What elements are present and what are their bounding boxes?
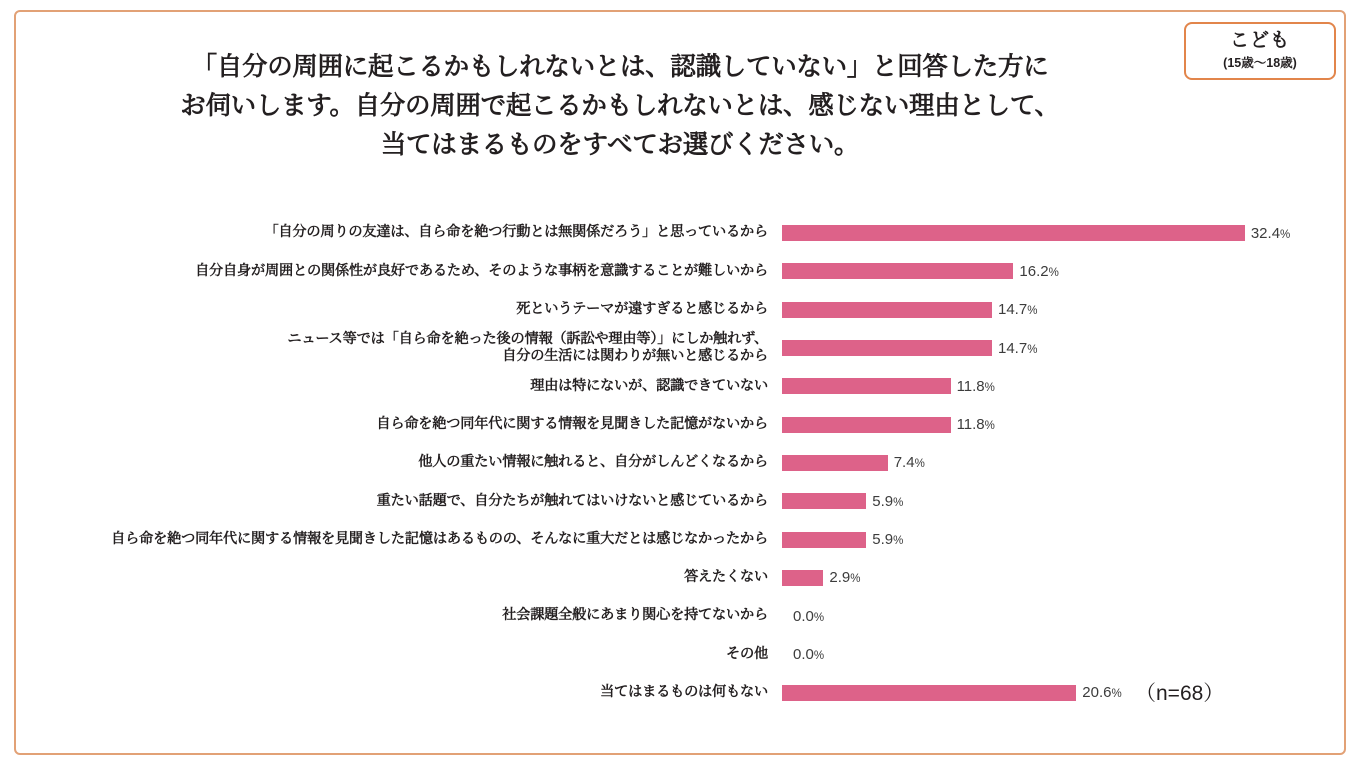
- chart-bar: [782, 302, 992, 318]
- chart-row-label: 「自分の周りの友達は、自ら命を絶つ行動とは無関係だろう」と思っているから: [264, 224, 768, 241]
- chart-bar-value-number: 11.8: [956, 416, 985, 434]
- chart-bar-value-unit: %: [984, 381, 995, 394]
- audience-badge: [1184, 22, 1336, 80]
- chart-bar-value-unit: %: [813, 649, 825, 662]
- chart-bar: [782, 225, 1245, 241]
- chart-bar-value-number: 2.9: [829, 569, 851, 587]
- chart-row: [40, 444, 1320, 482]
- chart-row: [40, 597, 1320, 635]
- chart-bar-value-number: 16.2: [1019, 262, 1049, 280]
- chart-bar: [782, 417, 951, 433]
- chart-bar-value-number: 32.4: [1250, 224, 1281, 242]
- chart-bar-value-unit: %: [893, 496, 904, 509]
- chart-bar-value: [998, 301, 1037, 318]
- chart-bar-value-number: 11.8: [956, 377, 985, 395]
- chart-bar-value: [793, 608, 824, 625]
- chart-bar-value-unit: %: [1027, 305, 1038, 318]
- chart-row-label: 自ら命を絶つ同年代に関する情報を見聞きした記憶がないから: [376, 415, 768, 432]
- chart-bar-value-unit: %: [984, 420, 995, 433]
- chart-bar: [782, 263, 1013, 279]
- chart-bar-area: [782, 444, 1320, 482]
- chart-bar-area: [782, 520, 1320, 558]
- audience-badge-title: こども: [1229, 29, 1290, 51]
- chart-row-label: 理由は特にないが、認識できていない: [530, 377, 768, 394]
- chart-row-label-line-2: 自分の生活には関わりが無いと感じるから: [502, 348, 768, 365]
- chart-bar-value-unit: %: [813, 611, 825, 624]
- chart-bar-area: [782, 329, 1320, 367]
- chart-bar-value: [872, 493, 903, 510]
- chart-row: [40, 291, 1320, 329]
- chart-bar-value-unit: %: [893, 535, 904, 548]
- audience-badge-subtitle: (15歳〜18歳): [1223, 56, 1297, 71]
- chart-bar-value: [872, 531, 903, 548]
- chart-row: [40, 520, 1320, 558]
- chart-bar-value: [793, 646, 824, 663]
- chart-bar: [782, 532, 866, 548]
- chart-bar-value: [894, 454, 925, 471]
- chart-bar-value-number: 0.0: [793, 645, 814, 663]
- chart-bar-value-unit: %: [1027, 343, 1038, 356]
- chart-row-label: 自分自身が周囲との関係性が良好であるため、そのような事柄を意識することが難しいから: [195, 262, 768, 279]
- chart-row: [40, 635, 1320, 673]
- chart-bar-area: [782, 252, 1320, 290]
- chart-bar-value: [957, 378, 995, 395]
- chart-bar: [782, 570, 823, 586]
- chart-row: [40, 674, 1320, 712]
- chart-row-label: ニュース等では「自ら命を絶った後の情報（訴訟や理由等）」にしか触れず、 自分の生活には関わりが無いと感じるから: [40, 331, 782, 366]
- chart-bar-value-number: 5.9: [872, 531, 894, 549]
- chart-bar: [782, 378, 951, 394]
- chart-bar-value-unit: %: [1048, 266, 1059, 279]
- chart-row: [40, 559, 1320, 597]
- chart-row: [40, 482, 1320, 520]
- chart-bar-area: [782, 214, 1320, 252]
- chart-bar-value-unit: %: [850, 573, 861, 586]
- chart-bar-value-number: 14.7: [998, 339, 1028, 357]
- chart-row-label: 答えたくない: [684, 569, 768, 586]
- chart-row-label: 当てはまるものは何もない: [600, 684, 768, 701]
- chart-bar-value-unit: %: [1280, 228, 1291, 241]
- chart-bar-value-number: 5.9: [872, 492, 894, 510]
- chart-row: [40, 329, 1320, 367]
- chart-bar-area: [782, 635, 1320, 673]
- bar-chart: [40, 214, 1320, 714]
- page-title-line-2: お伺いします。自分の周囲で起こるかもしれないとは、感じない理由として、: [180, 91, 1060, 120]
- chart-bar-area: [782, 674, 1320, 712]
- page-title-line-1: 「自分の周囲に起こるかもしれないとは、認識していない」と回答した方に: [191, 53, 1049, 81]
- chart-row: [40, 367, 1320, 405]
- page-title: [60, 48, 1180, 164]
- chart-bar-area: [782, 405, 1320, 443]
- chart-row-label: 社会課題全般にあまり関心を持てないから: [502, 607, 768, 624]
- chart-row-label: 重たい話題で、自分たちが触れてはいけないと感じているから: [376, 492, 768, 509]
- chart-bar-value: [998, 340, 1037, 357]
- chart-bar-area: [782, 367, 1320, 405]
- chart-row-label: その他: [726, 645, 768, 662]
- chart-bar-area: [782, 291, 1320, 329]
- chart-row-label: 死というテーマが遠すぎると感じるから: [516, 301, 768, 318]
- chart-bar-value-number: 14.7: [998, 301, 1028, 319]
- chart-bar-area: [782, 597, 1320, 635]
- chart-bar: [782, 493, 866, 509]
- chart-bar-area: [782, 559, 1320, 597]
- chart-bar-value: [1082, 684, 1121, 701]
- chart-bar: [782, 685, 1076, 701]
- chart-bar-value: [1251, 225, 1290, 242]
- chart-bar-value: [1019, 263, 1058, 280]
- chart-bar-value-number: 20.6: [1082, 684, 1112, 702]
- chart-bar-value: [829, 569, 860, 586]
- chart-bar-value-number: 0.0: [793, 607, 814, 625]
- chart-row-label: 他人の重たい情報に触れると、自分がしんどくなるから: [418, 454, 768, 471]
- chart-bar-value-unit: %: [914, 458, 925, 471]
- chart-row-label: 自ら命を絶つ同年代に関する情報を見聞きした記憶はあるものの、そんなに重大だとは感じなかったから: [111, 530, 768, 547]
- page-title-line-3: 当てはまるものをすべてお選びください。: [380, 130, 860, 159]
- chart-bar-area: [782, 482, 1320, 520]
- chart-row: [40, 405, 1320, 443]
- chart-row: [40, 214, 1320, 252]
- chart-bar-value-number: 7.4: [893, 454, 915, 472]
- sample-size-label: （n=68）: [1135, 682, 1225, 705]
- chart-bar-value-unit: %: [1111, 688, 1122, 701]
- chart-bar: [782, 455, 888, 471]
- chart-row: [40, 252, 1320, 290]
- chart-bar: [782, 340, 992, 356]
- chart-bar-value: [957, 416, 995, 433]
